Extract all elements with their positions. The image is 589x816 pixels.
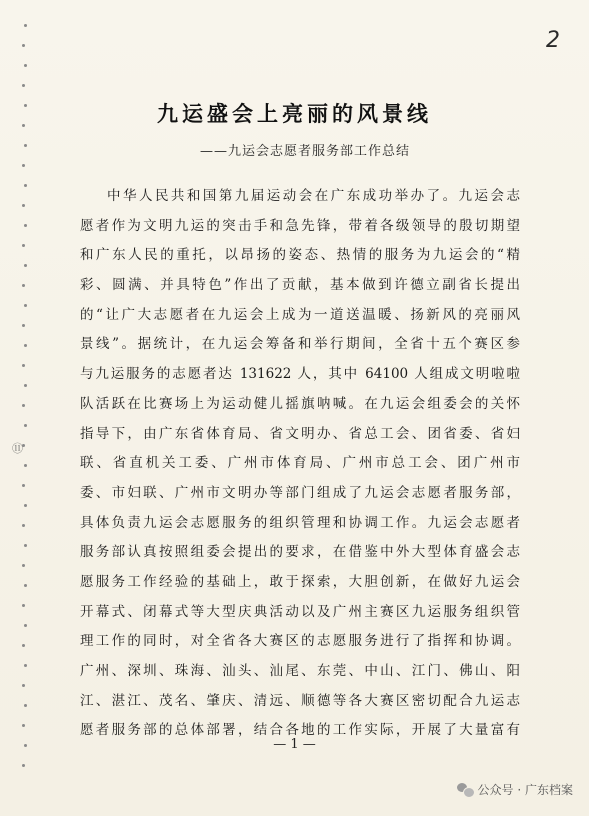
page-subtitle: ——九运会志愿者服务部工作总结 (200, 144, 411, 159)
body-line: 和广东人民的重托，以昂扬的姿态、热情的服务为九运会的“精 (80, 247, 520, 264)
binding-dot (24, 584, 27, 587)
body-line: 理工作的同时，对全省各大赛区的志愿服务进行了指挥和协调。 (80, 633, 520, 650)
binding-dot (24, 384, 27, 387)
body-line: 队活跃在比赛场上为运动健儿摇旗呐喊。在九运会组委会的关怀 (80, 395, 520, 412)
binding-dot (24, 24, 27, 27)
body-line: 联、省直机关工委、广州市体育局、广州市总工会、团广州市 (80, 455, 520, 472)
body-line: 的“让广大志愿者在九运会上成为一道送温暖、扬新风的亮丽风 (80, 306, 520, 323)
binding-dot (22, 44, 25, 47)
binding-dot (22, 684, 25, 687)
body-line: 指导下，由广东省体育局、省文明办、省总工会、团省委、省妇 (80, 425, 520, 442)
binding-dot (22, 164, 25, 167)
binding-dot (24, 224, 27, 227)
body-line: 中华人民共和国第九届运动会在广东成功举办了。九运会志 (107, 188, 520, 204)
page-number: — 1 — (273, 737, 316, 752)
binding-dot (22, 604, 25, 607)
watermark-text: 公众号 · 广东档案 (477, 783, 573, 797)
binding-dot (24, 624, 27, 627)
body-line: 愿者服务部的总体部署，结合各地的工作实际，开展了大量富有 (80, 722, 520, 739)
binding-dot (24, 264, 27, 267)
body-line: 开幕式、闭幕式等大型庆典活动以及广州主赛区九运服务组织管 (80, 603, 520, 620)
binding-dot (22, 524, 25, 527)
binding-dot (22, 284, 25, 287)
binding-dot (24, 64, 27, 67)
body-line: 景线”。据统计，在九运会筹备和举行期间，全省十五个赛区参 (80, 336, 520, 353)
binding-dot (22, 364, 25, 367)
binding-dot (22, 324, 25, 327)
binding-dot (22, 404, 25, 407)
binding-dot (22, 484, 25, 487)
binding-dot (24, 304, 27, 307)
body-paragraph (80, 182, 520, 746)
binding-dot (24, 704, 27, 707)
binding-dot (22, 764, 25, 767)
binding-dot (22, 204, 25, 207)
binding-dot (24, 504, 27, 507)
binding-dot (24, 464, 27, 467)
binding-dot (24, 664, 27, 667)
binding-dot (24, 544, 27, 547)
binding-dot (22, 84, 25, 87)
body-line: 愿服务工作经验的基础上，敢于探索，大胆创新，在做好九运会 (80, 573, 520, 590)
binding-dot (24, 344, 27, 347)
binding-dot (24, 184, 27, 187)
handwritten-page-mark: 2 (546, 28, 560, 53)
body-line: 服务部认真按照组委会提出的要求，在借鉴中外大型体育盛会志 (80, 544, 520, 561)
body-line: 彩、圆满、并具特色”作出了贡献，基本做到许德立副省长提出 (80, 277, 520, 294)
margin-mark: ⑪ (12, 442, 23, 455)
wechat-icon (457, 783, 473, 796)
binding-dot (22, 244, 25, 247)
body-line: 广州、深圳、珠海、汕头、汕尾、东莞、中山、江门、佛山、阳 (80, 663, 520, 679)
binding-dot (22, 564, 25, 567)
body-line: 具体负责九运会志愿服务的组织管理和协调工作。九运会志愿者 (80, 514, 520, 531)
binding-dot (24, 424, 27, 427)
binding-dot (22, 644, 25, 647)
binding-dot (22, 724, 25, 727)
body-line: 与九运服务的志愿者达 131622 人，其中 64100 人组成文明啦啦 (80, 366, 520, 383)
page-title: 九运盛会上亮丽的风景线 (157, 101, 432, 126)
binding-dot (24, 144, 27, 147)
body-line: 委、市妇联、广州市文明办等部门组成了九运会志愿者服务部， (80, 484, 520, 501)
body-line: 愿者作为文明九运的突击手和急先锋，带着各级领导的殷切期望 (80, 217, 520, 234)
binding-holes (20, 24, 30, 784)
watermark (457, 781, 573, 798)
body-line: 江、湛江、茂名、肇庆、清远、顺德等各大赛区密切配合九运志 (80, 692, 520, 709)
